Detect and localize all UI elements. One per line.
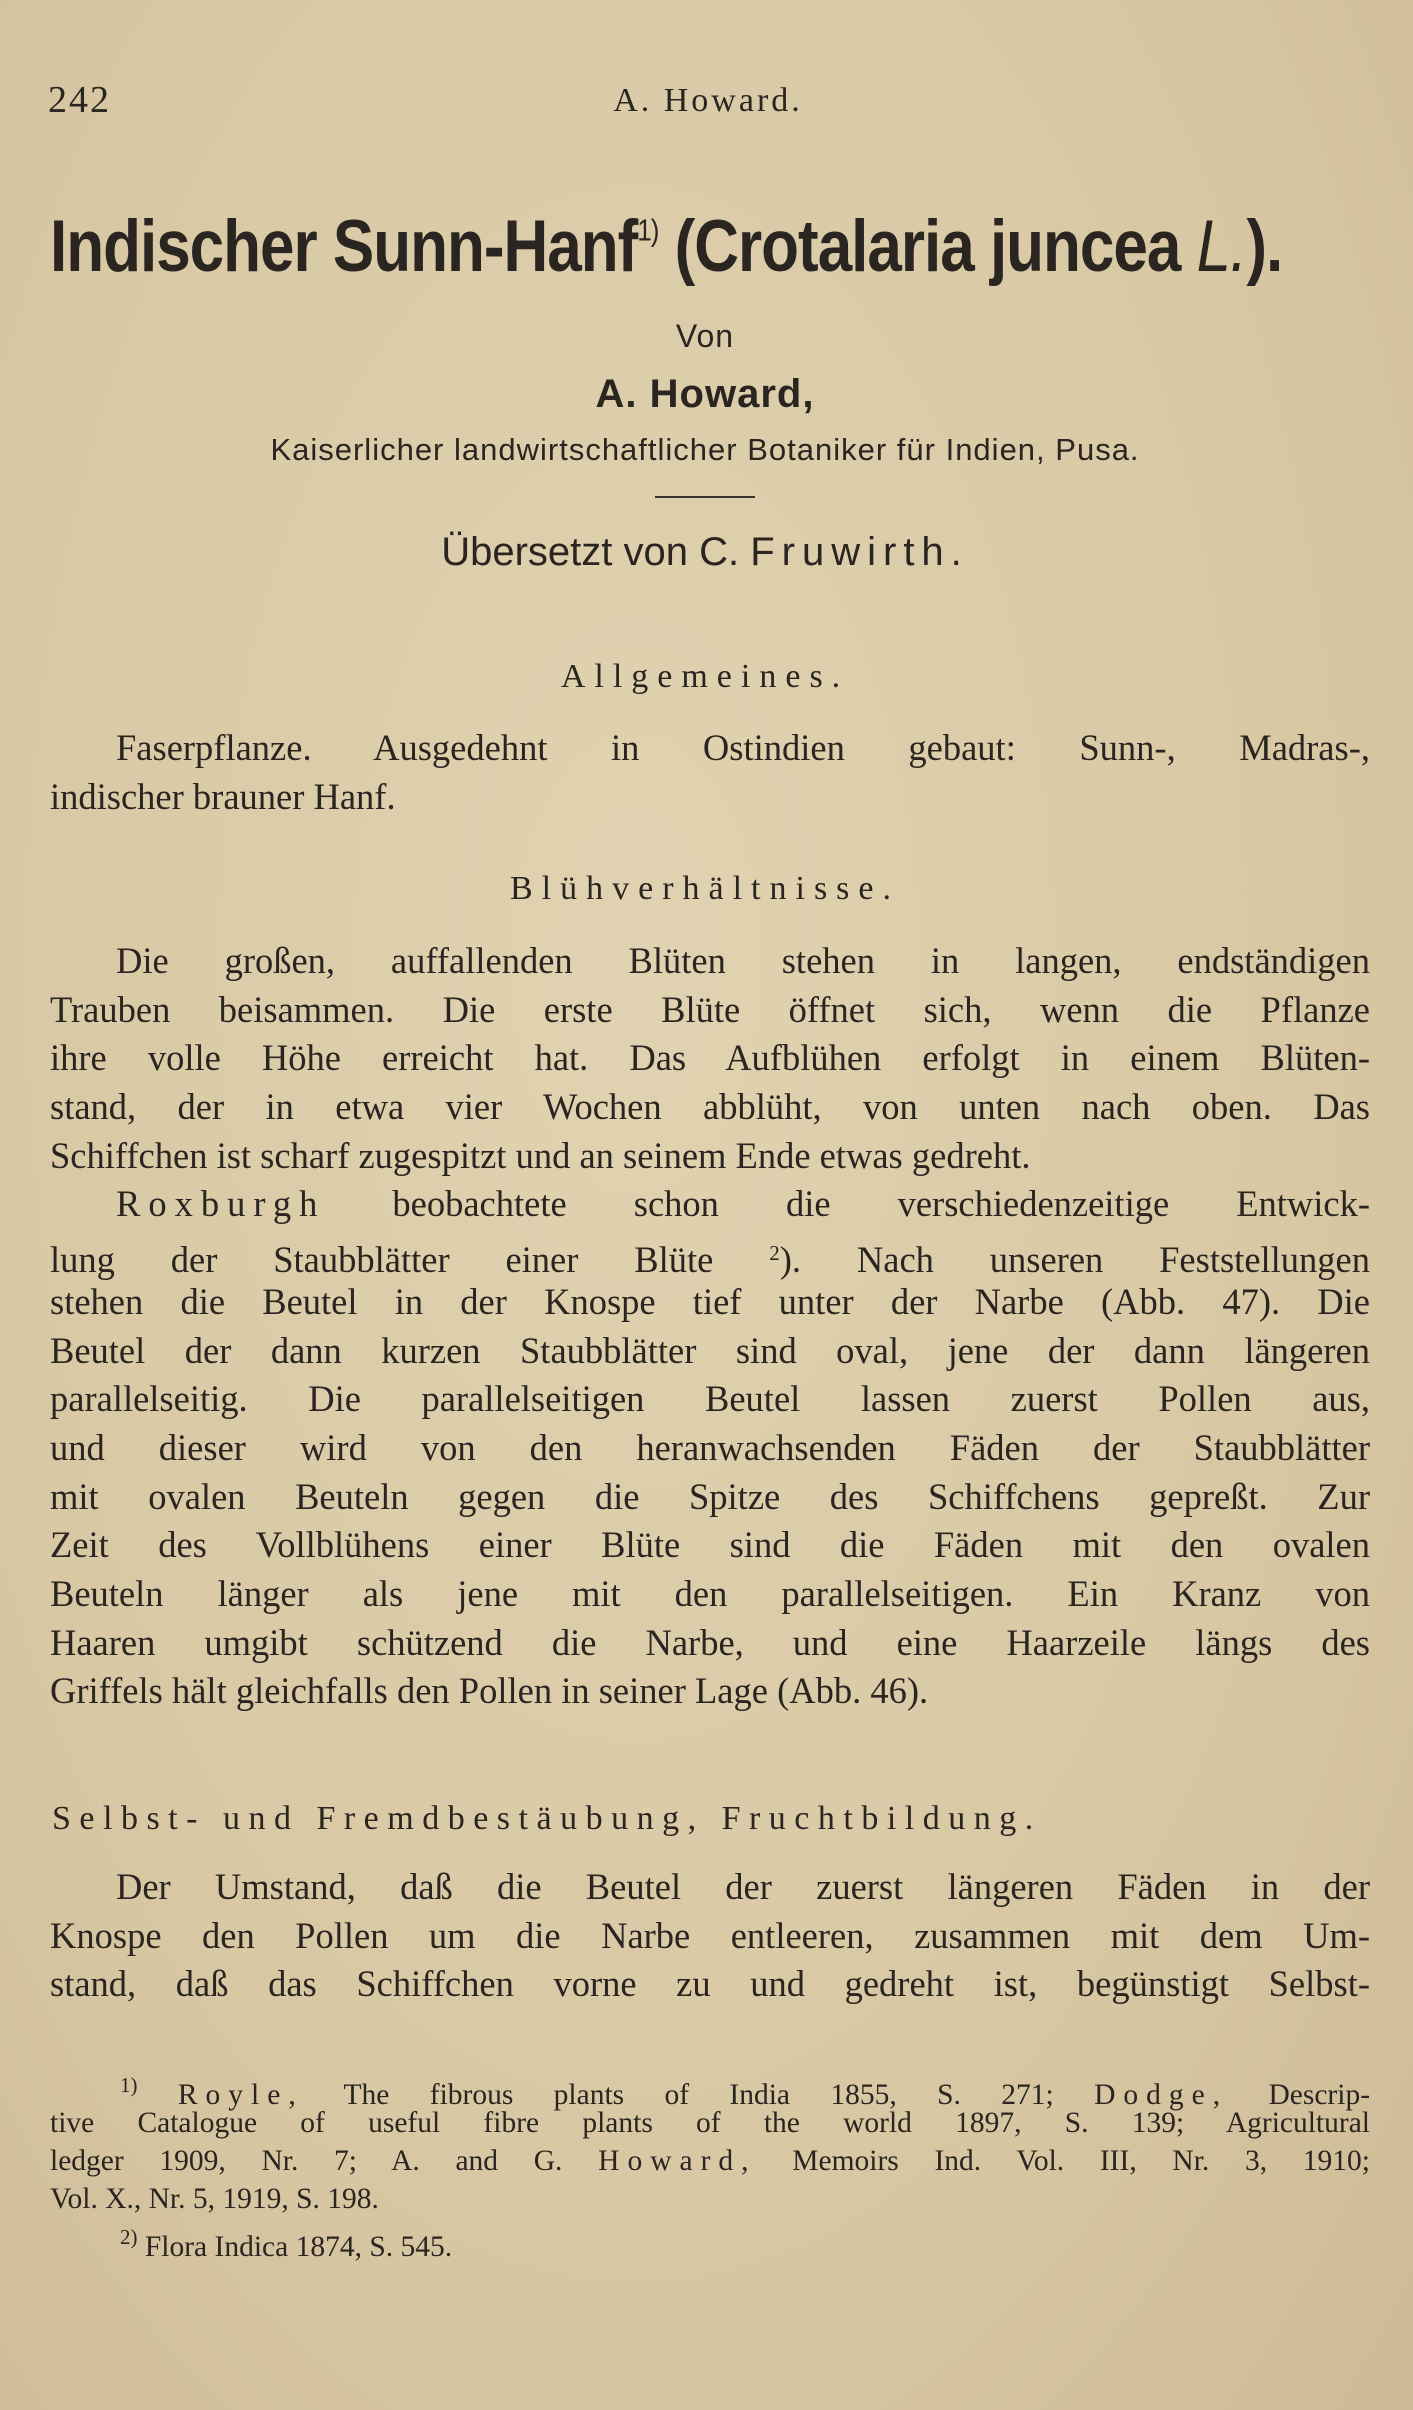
title-species: (Crotalaria juncea bbox=[674, 206, 1181, 288]
author-affiliation: Kaiserlicher landwirtschaftlicher Botaniker für Indien, Pusa. bbox=[270, 432, 1140, 467]
title-footnote-mark: 1) bbox=[637, 212, 659, 248]
text-line: parallelseitig. Die parallelseitigen Beutel lassen zuerst Pollen aus, bbox=[50, 1378, 1370, 1420]
footnote-line: ledger 1909, Nr. 7; A. and G. Howard, Memoirs Ind. Vol. III, Nr. 3, 1910; bbox=[50, 2145, 1370, 2177]
footnote-ref: 2 bbox=[769, 1241, 780, 1266]
section-heading-general: Allgemeines. bbox=[560, 658, 850, 695]
paragraph-general bbox=[50, 724, 1370, 821]
title-main: Indischer Sunn-Hanf bbox=[50, 206, 638, 288]
author-name: A. Howard, bbox=[595, 372, 815, 416]
section-heading-pollination: Selbst- und Fremdbestäubung, Fruchtbildung. bbox=[52, 1800, 1042, 1837]
article-title bbox=[50, 205, 1370, 289]
text-line: Zeit des Vollblühens einer Blüte sind die Fäden mit den ovalen bbox=[50, 1524, 1370, 1566]
section-heading-flowering: Blühverhältnisse. bbox=[509, 870, 901, 907]
text-line: mit ovalen Beuteln gegen die Spitze des Schiffchens gepreßt. Zur bbox=[50, 1475, 1370, 1517]
footnotes bbox=[50, 2066, 1371, 2263]
person-name-roxburgh: Roxburgh bbox=[116, 1183, 326, 1225]
text-line: stand, der in etwa vier Wochen abblüht, von unten nach oben. Das bbox=[50, 1086, 1370, 1128]
text-line: Roxburgh beobachtete schon die verschiedenzeitige Entwick- bbox=[116, 1183, 1371, 1225]
translator-name: Fruwirth. bbox=[750, 530, 969, 574]
text-line: Der Umstand, daß die Beutel der zuerst längeren Fäden in der bbox=[116, 1866, 1370, 1907]
text-line: stand, daß das Schiffchen vorne zu und gedreht ist, begünstigt Selbst- bbox=[50, 1963, 1370, 2005]
text-line: Faserpflanze. Ausgedehnt in Ostindien gebaut: Sunn-, Madras-, bbox=[116, 727, 1370, 768]
text-line: lung der Staubblätter einer Blüte $^2$). Nach unseren Feststellungen bbox=[50, 1239, 1371, 1281]
byline-von: Von bbox=[675, 318, 735, 354]
text-line: Knospe den Pollen um die Narbe entleeren, zusammen mit dem Um- bbox=[50, 1914, 1370, 1956]
title-divider bbox=[655, 496, 755, 498]
text-line: indischer brauner Hanf. bbox=[50, 775, 396, 817]
text-line: Trauben beisammen. Die erste Blüte öffnet sich, wenn die Pflanze bbox=[50, 988, 1370, 1030]
text-line: stehen die Beutel in der Knospe tief unter der Narbe (Abb. 47). Die bbox=[50, 1280, 1370, 1322]
paragraph-flowering bbox=[50, 937, 1370, 1716]
text-line: Beuteln länger als jene mit den parallelseitigen. Ein Kranz von bbox=[50, 1572, 1370, 1614]
text-line: Haaren umgibt schützend die Narbe, und eine Haarzeile längs des bbox=[50, 1621, 1370, 1663]
title-close: ). bbox=[1246, 206, 1283, 288]
page-header bbox=[48, 78, 1368, 128]
footnote-1: $^{1)}$ Royle, The fibrous plants of India 1855, S. 271; Dodge, Descrip- bbox=[120, 2073, 1371, 2111]
text-line: Griffels hält gleichfalls den Pollen in seiner Lage (Abb. 46). bbox=[50, 1670, 929, 1712]
translator-prefix: Übersetzt von C. bbox=[441, 530, 740, 574]
text-line: Schiffchen ist scharf zugespitzt und an seinem Ende etwas gedreht. bbox=[50, 1134, 1031, 1176]
text-line: ihre volle Höhe erreicht hat. Das Aufblühen erfolgt in einem Blüten- bbox=[50, 1037, 1370, 1079]
text-line: Beutel der dann kurzen Staubblätter sind oval, jene der dann längeren bbox=[50, 1329, 1370, 1371]
paragraph-pollination bbox=[50, 1863, 1370, 2009]
footnote-line: Vol. X., Nr. 5, 1919, S. 198. bbox=[50, 2183, 379, 2215]
footnote-2: $^{2)}$ Flora Indica 1874, S. 545. bbox=[120, 2225, 453, 2263]
title-authority: L. bbox=[1196, 206, 1247, 288]
text-line: und dieser wird von den heranwachsenden Fäden der Staubblätter bbox=[50, 1426, 1370, 1468]
footnote-line: tive Catalogue of useful fibre plants of the world 1897, S. 139; Agricultural bbox=[50, 2107, 1370, 2139]
translator-line bbox=[40, 530, 1370, 575]
page-number: 242 bbox=[48, 79, 111, 121]
running-head: A. Howard. bbox=[613, 82, 803, 119]
text-line: Die großen, auffallenden Blüten stehen in langen, endständigen bbox=[116, 940, 1370, 981]
